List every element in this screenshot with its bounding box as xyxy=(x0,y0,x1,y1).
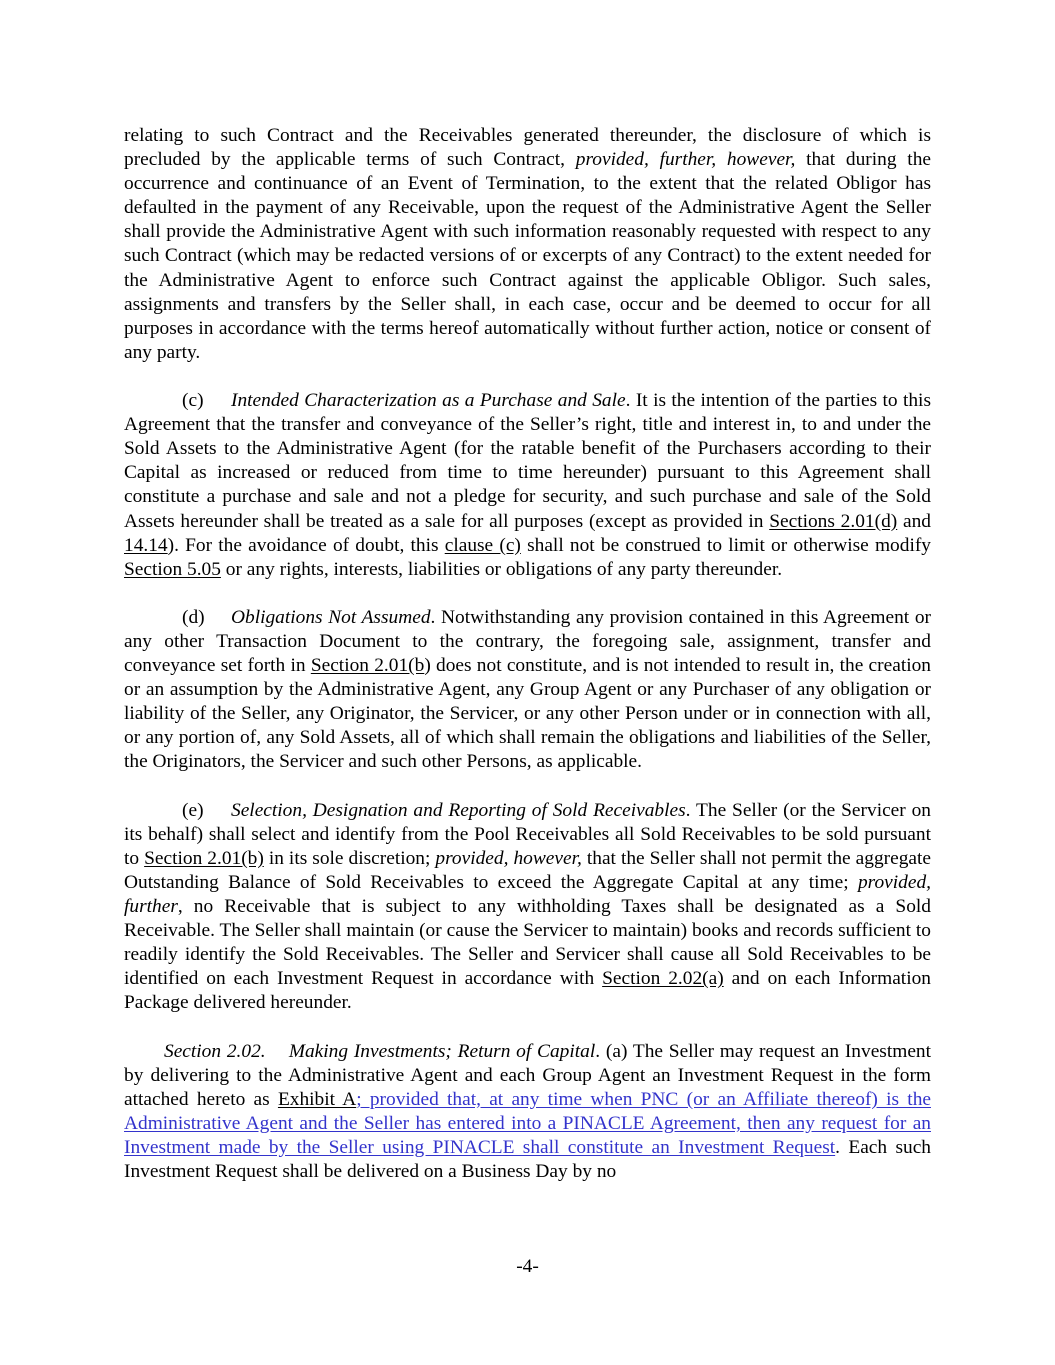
text: that the Seller shall not permit the aggregate Outstanding Balance of Sold Receivables to exceed the Aggregate Capital at any time; xyxy=(124,847,932,893)
document-page xyxy=(124,124,931,1208)
text: . It is the intention of the parties to this Agreement that the transfer and conveyance of the Seller’s right, title and interest in, to and under the Sold Assets to the Administrative Agent (for the ratable benefit of the Purchasers according to their Capital as increased or reduced from time to time hereunder) pursuant to this Agreement shall constitute a purchase and sale and not a pledge for security, and such purchase and sale of the Sold Assets hereunder shall be treated as a sale for all purposes (except as provided in xyxy=(124,390,931,532)
text: ) does not constitute, and is not intended to result in, the creation or an assumption by the Administrative Agent, any Group Agent or any Purchaser of any obligation or liability of the Seller, any Originator, the Servicer, or any other Person under or in connection with all, or any portion of, any Sold Assets, all of which shall remain the obligations and liabilities of the Seller, the Originators, the Servicer and such other Persons, as applicable. xyxy=(124,655,931,773)
cross-reference[interactable]: Section 2.02(a) xyxy=(602,968,724,990)
cross-reference[interactable]: clause (c) xyxy=(444,534,521,556)
cross-reference[interactable]: Sections 2.01(d) xyxy=(769,510,898,532)
text: . Each such Investment Request shall be delivered on a Business Day by no xyxy=(124,1136,932,1183)
clause-heading: Obligations Not Assumed xyxy=(231,606,431,628)
section-2-02-paragraph xyxy=(124,1040,931,1185)
cross-reference[interactable]: Section 2.01(b) xyxy=(144,847,264,869)
text: that during the occurrence and continuance of an Event of Termination, to the extent that the related Obligor has defaulted in the payment of any Receivable, upon the request of the Administrative Agent the Seller shall provide the Administrative Agent with such information reasonably requested with respect to any such Contract (which may be redacted versions of or excerpts of any Contract) to the extent needed for the Administrative Agent to enforce such Contract against the applicable Obligor. Such sales, assignments and transfers by the Seller shall, in each case, occur and be deemed to occur for all purposes in accordance with the terms hereof automatically without further action, notice or consent of any party. xyxy=(124,149,931,363)
clause-label: (e) xyxy=(182,799,204,821)
text: ). For the avoidance of doubt, this xyxy=(167,534,445,556)
paragraph-d xyxy=(124,606,931,775)
section-title: Making Investments; Return of Capital xyxy=(288,1040,596,1062)
proviso-italic: provided, however, xyxy=(435,847,582,869)
text: . Notwithstanding any provision contained in this Agreement or any other Transaction Document to the contrary, the foregoing sale, assignment, transfer and conveyance set forth in xyxy=(124,606,931,677)
paragraph-e xyxy=(124,799,931,1016)
text: and on each Information Package delivered hereunder. xyxy=(124,968,931,1014)
text: . (a) The Seller may request an Investment by delivering to the Administrative Agent and each Group Agent an Investment Request in the form attached hereto as xyxy=(124,1040,932,1110)
continuation-paragraph xyxy=(124,124,931,365)
inserted-revision-text: ; provided that, at any time when PNC (or an Affiliate thereof) is the Administrative Agent and the Seller has entered into a PINACLE Agreement, then any request for an Investment made by the Seller using PINACLE shall constitute an Investment Request xyxy=(124,1088,931,1158)
exhibit-reference[interactable]: Exhibit A xyxy=(277,1088,357,1110)
clause-heading: Intended Characterization as a Purchase and Sale xyxy=(231,390,626,412)
proviso-italic: provided, further xyxy=(124,871,931,917)
clause-label: (c) xyxy=(182,390,204,412)
page-number: -4- xyxy=(516,1256,539,1277)
clause-label: (d) xyxy=(182,606,205,628)
text: in its sole discretion; xyxy=(263,847,436,869)
cross-reference[interactable]: Section 5.05 xyxy=(124,558,221,580)
text: shall not be construed to limit or otherwise modify xyxy=(520,534,931,556)
clause-heading: Selection, Designation and Reporting of Sold Receivables xyxy=(231,799,686,821)
cross-reference[interactable]: 14.14 xyxy=(124,534,168,556)
text: and xyxy=(897,510,931,532)
text: , no Receivable that is subject to any withholding Taxes shall be designated as a Sold Receivable. The Seller shall maintain (or cause the Servicer to maintain) books and records sufficient to readily identify the Sold Receivables. The Seller and Servicer shall cause all Sold Receivables to be identified on each Investment Request in accordance with xyxy=(124,896,931,990)
paragraph-c xyxy=(124,389,931,582)
text: relating to such Contract and the Receivables generated thereunder, the disclosure of which is precluded by the applicable terms of such Contract, xyxy=(124,125,931,171)
text: or any rights, interests, liabilities or obligations of any party thereunder. xyxy=(220,558,783,580)
section-number: Section 2.02. xyxy=(164,1040,266,1062)
cross-reference[interactable]: Section 2.01(b xyxy=(310,655,425,677)
text: . The Seller (or the Servicer on its behalf) shall select and identify from the Pool Receivables all Sold Receivables to be sold pursuant to xyxy=(124,799,931,869)
proviso-italic: provided, further, however, xyxy=(575,149,796,171)
